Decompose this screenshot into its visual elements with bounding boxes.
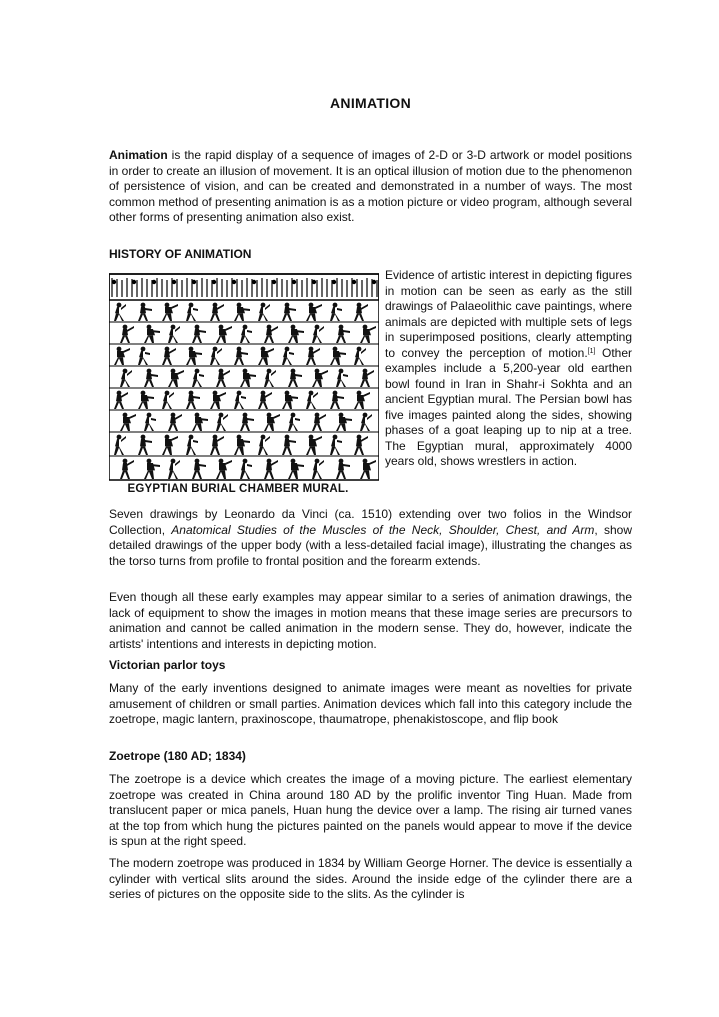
- zoetrope-paragraph-2: The modern zoetrope was produced in 1834 by William George Horner. The device is essentially a cylinder with vertical slits around the sides. Around the inside edge of the cylinder there are a series of pictures on the opposite side to the slits. As the cylinder is: [109, 856, 632, 901]
- history-heading: HISTORY OF ANIMATION: [109, 247, 252, 261]
- page-title: ANIMATION: [330, 95, 411, 111]
- history-side-text: [385, 268, 632, 470]
- victorian-heading: Victorian parlor toys: [109, 658, 226, 672]
- davinci-title: Anatomical Studies of the Muscles of the Neck, Shoulder, Chest, and Arm: [171, 522, 595, 537]
- mural-illustration: [109, 272, 379, 482]
- egyptian-mural-figure: [109, 272, 379, 500]
- davinci-text: Seven drawings by Leonardo da Vinci (ca. 1510) extending over two folios in the Windsor Collection,: [109, 507, 632, 537]
- zoetrope-heading: Zoetrope (180 AD; 1834): [109, 749, 246, 763]
- intro-paragraph: [109, 148, 632, 226]
- evidence-text-cont: Other examples include a 5,200-year old earthen bowl found in Iran in Shahr-i Sokhta and an ancient Egyptian mural. The Persian bowl has five images painted along the sides, showing phases of a goat leaping up to nip at a tree. The Egyptian mural, approximately 4000 years old, shows wrestlers in action.: [385, 345, 632, 468]
- intro-term: Animation: [109, 148, 168, 162]
- zoetrope-paragraph-1: The zoetrope is a device which creates the image of a moving picture. The earliest elementary zoetrope was created in China around 180 AD by the prolific inventor Ting Huan. Made from translucent paper or mica panels, Huan hung the device over a lamp. The rising air turned vanes at the top from which hung the pictures painted on the panels would appear to move if the device is spun at the right speed.: [109, 772, 632, 848]
- figure-caption: EGYPTIAN BURIAL CHAMBER MURAL.: [127, 483, 349, 495]
- even-though-paragraph: Even though all these early examples may appear similar to a series of animation drawings, the lack of equipment to show the images in motion means that these image series are precursors to animation and cannot be called animation in the modern sense. They do, however, indicate the artists' intentions and interests in depicting motion.: [109, 590, 632, 651]
- intro-text: is the rapid display of a sequence of images of 2-D or 3-D artwork or model positions in order to create an illusion of movement. It is an optical illusion of motion due to the phenomenon of persistence of vision, and can be created and demonstrated in a number of ways. The most common method of presenting animation is as a motion picture or video program, although several other forms of presenting animation also exist.: [109, 148, 632, 224]
- evidence-paragraph: [385, 268, 632, 470]
- davinci-text-cont: , show detailed drawings of the upper body (with a less-detailed facial image), illustrating the changes as the torso turns from profile to frontal position and the forearm extends.: [109, 522, 632, 568]
- victorian-paragraph: Many of the early inventions designed to animate images were meant as novelties for private amusement of children or small parties. Animation devices which fall into this category include the zoetrope, magic lantern, praxinoscope, thaumatrope, phenakistoscope, and flip book: [109, 681, 632, 726]
- footnote-ref[interactable]: [1]: [587, 347, 596, 355]
- evidence-text: Evidence of artistic interest in depicting figures in motion can be seen as early as the still drawings of Palaeolithic cave paintings, where animals are depicted with multiple sets of legs in superimposed positions, clearly attempting to convey the perception of motion.: [385, 268, 632, 360]
- davinci-paragraph: [109, 507, 632, 569]
